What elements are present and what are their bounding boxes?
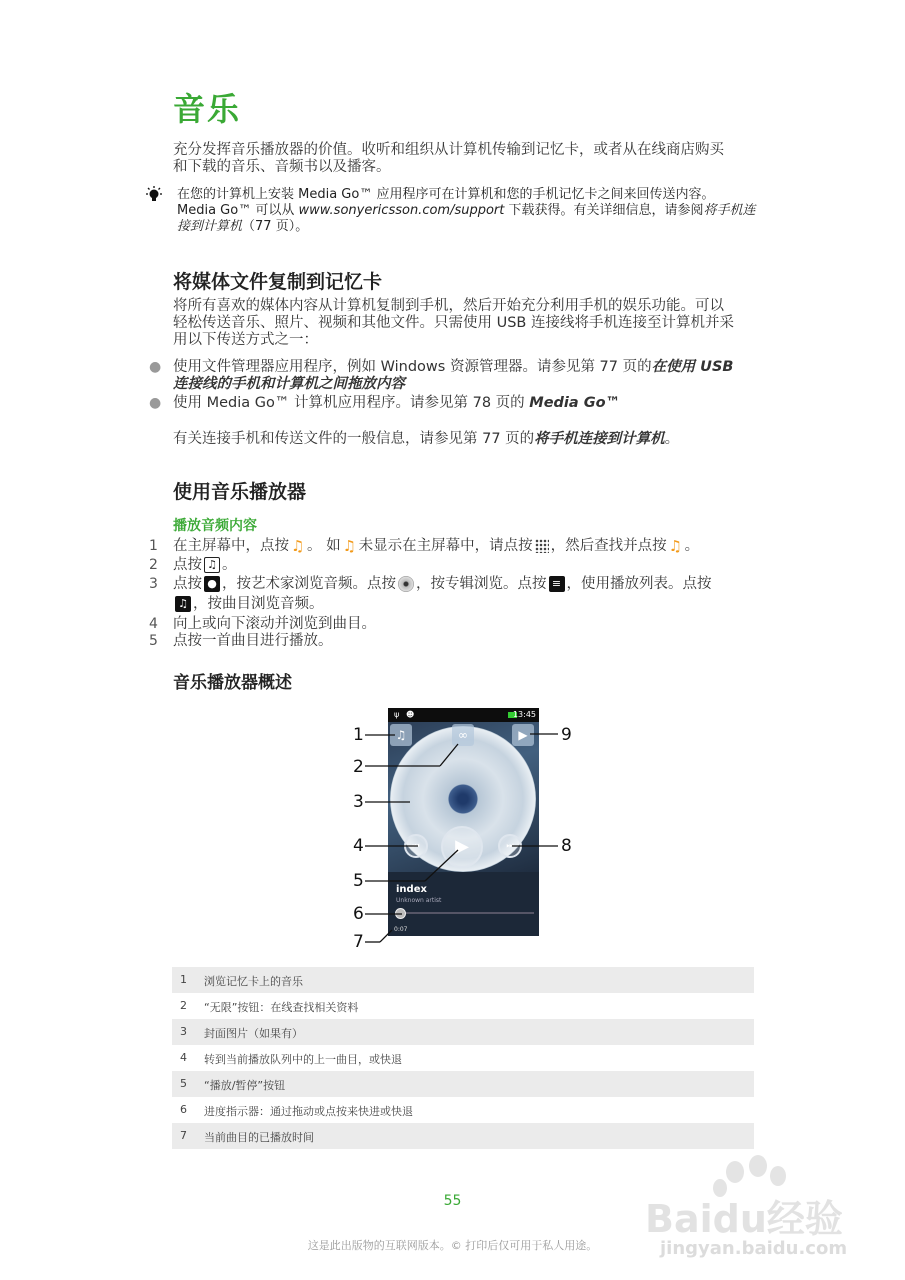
step-3-cont: ♫ ，按曲目浏览音频。 [173, 596, 324, 613]
bullet-item: 使用 Media Go™ 计算机应用程序。请参见第 78 页的 Media Go™ [173, 395, 621, 411]
play-queue-button[interactable]: ▶ [512, 724, 534, 746]
legend-row: 1 浏览记忆卡上的音乐 [172, 967, 754, 993]
play-pause-button[interactable]: ▶ [441, 826, 483, 868]
track-artist: Unknown artist [396, 897, 442, 904]
callout-4: 4 [353, 836, 364, 856]
copy-line: 将所有喜欢的媒体内容从计算机复制到手机，然后开始充分利用手机的娱乐功能。可以 [173, 298, 724, 314]
music-note-icon: ♫ [291, 537, 305, 555]
tracks-icon: ♫ [175, 596, 191, 612]
callout-2: 2 [353, 757, 364, 777]
intro-line: 和下载的音乐、音频书以及播客。 [173, 159, 391, 175]
callout-7: 7 [353, 932, 364, 952]
step-3: 点按 ● ，按艺术家浏览音频。点按 ，按专辑浏览。点按 ≡ ，使用播放列表。点按 [173, 576, 712, 592]
section-heading-overview: 音乐播放器概述 [173, 673, 292, 693]
watermark-url: jingyan.baidu.com [660, 1238, 848, 1259]
music-note-icon: ♫ [342, 537, 357, 555]
copy-paragraph [173, 298, 734, 349]
watermark-brand: Baidu经验 [645, 1197, 843, 1241]
baidu-watermark [640, 1150, 870, 1270]
bullet-dot: ● [149, 395, 162, 411]
page-title: 音乐 [173, 90, 242, 128]
clock: 13:45 [512, 710, 536, 719]
page-number: 55 [443, 1193, 462, 1209]
tip-line: 接到计算机（77 页）。 [177, 219, 309, 234]
section-heading-player: 使用音乐播放器 [173, 481, 307, 503]
album-icon [398, 576, 414, 592]
drag-drop-link-cont[interactable]: 连接线的手机和计算机之间拖放内容 [173, 376, 405, 392]
legend-row: 5 “播放/暂停”按钮 [172, 1071, 754, 1097]
infinite-button[interactable]: ∞ [452, 724, 474, 746]
connect-phone-link-2[interactable]: 将手机连接到计算机 [534, 431, 665, 447]
step-number: 5 [149, 633, 158, 649]
intro-paragraph [173, 142, 724, 176]
next-button[interactable]: ⏭ [498, 834, 522, 858]
previous-button[interactable]: ⏮ [404, 834, 428, 858]
tip-line: Media Go™ 可以从 www.sonyericsson.com/support 下载获得。有关详细信息，请参阅将手机连 [177, 203, 756, 218]
callout-5: 5 [353, 871, 364, 891]
step-1: 在主屏幕中，点按 ♫ 。 如 ♫ 未显示在主屏幕中，请点按 ，然后查找并点按 ♫ 。 [173, 537, 700, 555]
callout-8: 8 [561, 836, 572, 856]
footer-notice: 这是此出版物的互联网版本。© 打印后仅可用于私人用途。 [307, 1239, 598, 1252]
general-info-note: 有关连接手机和传送文件的一般信息，请参见第 77 页的将手机连接到计算机。 [173, 431, 680, 447]
callout-6: 6 [353, 904, 364, 924]
step-number: 3 [149, 576, 158, 592]
step-5: 点按一首曲目进行播放。 [173, 633, 333, 649]
section-heading-copy: 将媒体文件复制到记忆卡 [173, 271, 383, 293]
copy-line: 轻松传送音乐、照片、视频和其他文件。只需使用 USB 连接线将手机连接至计算机并采 [173, 315, 734, 331]
legend-row: 3 封面图片（如果有） [172, 1019, 754, 1045]
intro-line: 充分发挥音乐播放器的价值。收听和组织从计算机传输到记忆卡，或者从在线商店购买 [173, 142, 724, 158]
elapsed-time: 0:07 [394, 926, 408, 933]
music-tab-icon: ♫ [204, 557, 220, 573]
copy-line: 用以下传送方式之一： [173, 332, 318, 348]
support-url-link[interactable]: www.sonyericsson.com/support [298, 203, 505, 218]
legend-row: 4 转到当前播放队列中的上一曲目，或快退 [180, 1051, 402, 1066]
step-number: 2 [149, 557, 158, 573]
legend-row: 2 “无限”按钮：在线查找相关资料 [180, 999, 359, 1014]
step-4: 向上或向下滚动并浏览到曲目。 [173, 616, 376, 632]
bullet-dot: ● [149, 359, 162, 375]
callout-1: 1 [353, 725, 364, 745]
connect-phone-link-cont[interactable]: 接到计算机 [177, 219, 243, 234]
music-note-icon: ♫ [668, 537, 683, 555]
lightbulb-icon [145, 186, 163, 204]
step-2: 点按 ♫ 。 [173, 557, 237, 573]
media-go-link[interactable]: Media Go™ [529, 395, 621, 411]
callout-9: 9 [561, 725, 572, 745]
tip-line: 在您的计算机上安装 Media Go™ 应用程序可在计算机和您的手机记忆卡之间来回传送内容。 [177, 187, 715, 202]
artist-icon: ● [204, 576, 220, 592]
drag-drop-link[interactable]: 在使用 USB [651, 359, 734, 375]
callout-lines [340, 720, 580, 950]
library-button[interactable]: ♫ [390, 724, 412, 746]
usb-icon: ψ [394, 710, 400, 719]
android-icon: ☻ [406, 710, 415, 719]
subheading-play-audio: 播放音频内容 [173, 518, 257, 534]
callout-3: 3 [353, 792, 364, 812]
track-title: index [396, 884, 427, 895]
app-grid-icon [535, 539, 549, 553]
step-number: 1 [149, 538, 158, 554]
legend-row: 6 进度指示器：通过拖动或点按来快进或快退 [180, 1103, 413, 1118]
bullet-item: 使用文件管理器应用程序，例如 Windows 资源管理器。请参见第 77 页的在使用 USB 连接线的手机和计算机之间拖放内容 [173, 359, 734, 392]
playlist-icon: ≡ [549, 576, 565, 592]
step-number: 4 [149, 616, 158, 632]
legend-row: 7 当前曲目的已播放时间 [172, 1123, 754, 1149]
tip-note [177, 187, 762, 235]
connect-phone-link[interactable]: 将手机连 [703, 203, 756, 218]
